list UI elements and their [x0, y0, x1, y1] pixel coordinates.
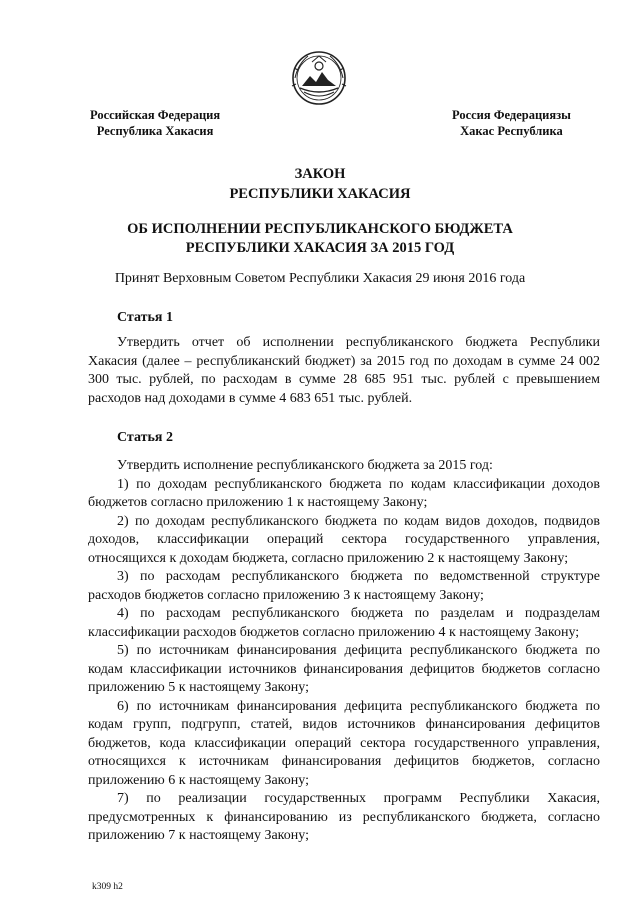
header-right: [452, 107, 571, 139]
header-left-line1: Российская Федерация: [90, 108, 221, 122]
law-subject-line1: ОБ ИСПОЛНЕНИИ РЕСПУБЛИКАНСКОГО БЮДЖЕТА: [127, 221, 513, 237]
article2-intro: Утвердить исполнение республиканского бюджета за 2015 год:: [117, 458, 493, 473]
article2-item-7: 7) по реализации государственных программ Республики Хакасия, предусмотренных к финансированию из республиканского бюджета, согласно приложению 7 к настоящему Закону;: [88, 791, 600, 843]
article2-item-2: 2) по доходам республиканского бюджета по кодам видов доходов, подвидов доходов, классификации операций сектора государственного управления, относящихся к доходам бюджета, согласно приложению 2 к настоящему Закону;: [88, 513, 600, 566]
article1-body: [88, 334, 600, 408]
law-title-line2: РЕСПУБЛИКИ ХАКАСИЯ: [229, 186, 411, 202]
document-footer-code: k309 h2: [92, 882, 123, 892]
coat-of-arms-emblem-icon: [290, 48, 348, 108]
article1-text: Утвердить отчет об исполнении республиканского бюджета Республики Хакасия (далее – республиканский бюджет) за 2015 год по доходам в сумме 24 002 300 тыс. рублей, по расходам в сумме 28 685 951 тыс. рублей с превышением расходов над доходами в сумме 4 683 651 тыс. рублей.: [88, 335, 600, 406]
article2-item-1: 1) по доходам республиканского бюджета по кодам классификации доходов бюджетов согласно приложению 1 к настоящему Закону;: [88, 476, 600, 510]
article2-item-6: 6) по источникам финансирования дефицита республиканского бюджета по кодам групп, подгрупп, статей, видов источников финансирования дефицитов бюджетов, кода классификации операций сектора государственного управления, относящихся к источникам финансирования дефицитов бюджетов, согласно приложению 6 к настоящему Закону;: [88, 698, 600, 788]
article1-heading: Статья 1: [117, 310, 173, 325]
article2-body: [88, 457, 600, 846]
header-right-line2: Хакас Республика: [460, 124, 563, 138]
header-right-line1: Россия Федерациязы: [452, 108, 571, 122]
header-left-line2: Республика Хакасия: [96, 124, 214, 138]
header-left: [90, 107, 220, 139]
law-title-line1: ЗАКОН: [294, 166, 346, 182]
law-subject-line2: РЕСПУБЛИКИ ХАКАСИЯ ЗА 2015 ГОД: [185, 240, 455, 256]
article2-item-4: 4) по расходам республиканского бюджета по разделам и подразделам классификации расходов бюджетов согласно приложению 4 к настоящему Закону;: [88, 606, 600, 640]
article2-item-5: 5) по источникам финансирования дефицита республиканского бюджета по кодам классификации источников финансирования дефицитов бюджетов согласно приложению 5 к настоящему Закону;: [88, 643, 600, 695]
article2-item-3: 3) по расходам республиканского бюджета по ведомственной структуре расходов бюджетов согласно приложению 3 к настоящему Закону;: [88, 569, 600, 603]
article2-heading: Статья 2: [117, 430, 173, 445]
adoption-statement: Принят Верховным Советом Республики Хакасия 29 июня 2016 года: [114, 271, 526, 286]
